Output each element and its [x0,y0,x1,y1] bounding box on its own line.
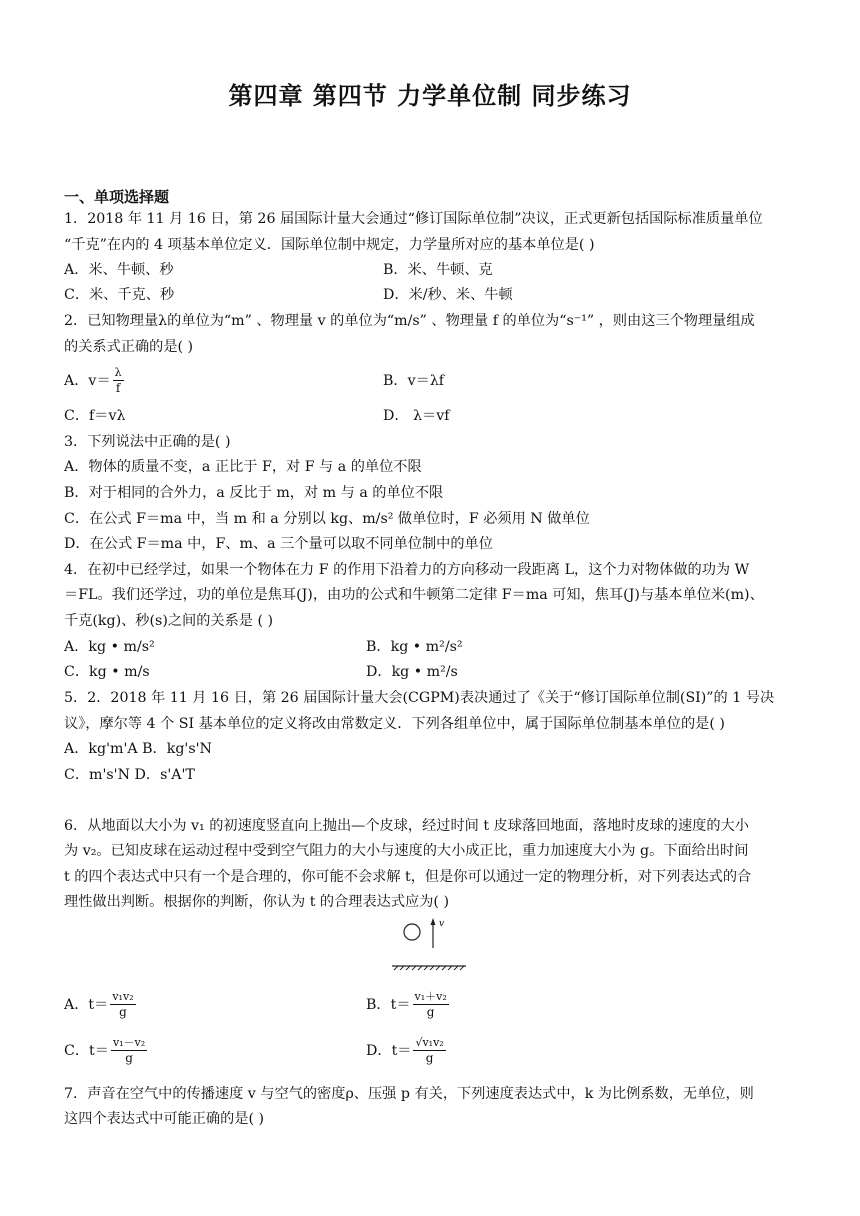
q3-option-a: A．物体的质量不变，a 正比于 F，对 F 与 a 的单位不限 [64,459,422,475]
q6-text-line-4: 理性做出判断。根据你的判断，你认为 t 的合理表达式应为( ) [64,894,449,910]
q4-option-a: A．kg • m/s² [64,639,155,655]
q2-option-b: B．v＝λf [383,373,445,389]
q6-text-line-3: t 的四个表达式中只有一个是合理的，你可能不会求解 t，但是你可以通过一定的物理分析，对下列表达式的合 [64,869,752,885]
q6-option-a [64,990,138,1020]
q6-option-b-denominator: g [426,1005,435,1019]
q1-option-d: D．米/秒、米、牛顿 [383,287,513,303]
ball-circle [404,924,420,940]
q6-option-b [366,990,451,1020]
q2-option-a [64,366,126,396]
q2-option-a-denominator: f [115,381,121,395]
q4-text-line-3: 千克(kg)、秒(s)之间的关系是 ( ) [64,613,274,629]
velocity-arrow-head [431,918,436,925]
q6-option-b-numerator: v₁＋v₂ [414,990,447,1003]
section-heading: 一、单项选择题 [64,188,170,206]
q2-option-a-numerator: λ [114,366,122,379]
q6-option-b-prefix: B．t＝ [366,997,411,1013]
q2-text-line-1: 2．已知物理量λ的单位为“m” 、物理量 v 的单位为“m/s” 、物理量 f 的单位为“s⁻¹” ，则由这三个物理量组成 [64,313,755,329]
q6-option-d-numerator: √v₁v₂ [415,1036,444,1049]
q6-option-a-prefix: A．t＝ [64,997,109,1013]
q3-text-line-1: 3．下列说法中正确的是( ) [64,434,231,450]
q2-option-d: D． λ＝vf [383,408,450,424]
q7-text-line-2: 这四个表达式中可能正确的是( ) [64,1111,265,1127]
q7-text-line-1: 7．声音在空气中的传播速度 v 与空气的密度ρ、压强 p 有关，下列速度表达式中，k 为比例系数，无单位，则 [64,1086,754,1102]
q2-option-a-fraction [113,366,124,396]
q5-options-ab: A．kg'm'A B．kg's'N [64,741,212,757]
q3-option-d: D．在公式 F＝ma 中，F、m、a 三个量可以取不同单位制中的单位 [64,536,493,552]
q6-option-d-prefix: D．t＝ [366,1043,412,1059]
q6-text-line-2: 为 v₂。已知皮球在运动过程中受到空气阻力的大小与速度的大小成正比，重力加速度大小为 g。下面给出时间 [64,843,749,859]
q5-text-line-1: 5．2．2018 年 11 月 16 日，第 26 届国际计量大会(CGPM)表决通过了《关于“修订国际单位制(SI)”的 1 号决 [64,690,775,706]
q2-option-c: C．f＝vλ [64,408,126,424]
q1-option-c: C．米、千克、秒 [64,287,175,303]
q6-option-c-fraction [111,1036,147,1066]
q6-option-d-denominator: g [425,1051,434,1065]
q4-option-b: B．kg • m²/s² [366,639,463,655]
q6-option-c-prefix: C．t＝ [64,1043,109,1059]
q6-option-a-denominator: g [119,1005,127,1019]
q3-option-b: B．对于相同的合外力，a 反比于 m，对 m 与 a 的单位不限 [64,485,444,501]
q6-option-d [366,1036,448,1066]
q4-option-d: D．kg • m²/s [366,664,458,680]
q6-option-c-denominator: g [125,1051,133,1065]
q6-option-a-fraction [110,990,135,1020]
q2-option-a-prefix: A．v＝ [64,373,111,389]
q4-text-line-2: ＝FL。我们还学过，功的单位是焦耳(J)，由功的公式和牛顿第二定律 F＝ma 可知，焦耳(J)与基本单位米(m)、 [64,587,764,603]
q6-text-line-1: 6．从地面以大小为 v₁ 的初速度竖直向上抛出—个皮球，经过时间 t 皮球落回地面，落地时皮球的速度的大小 [64,818,749,834]
q5-options-cd: C．m's'N D．s'A'T [64,767,195,783]
q2-text-line-2: 的关系式正确的是( ) [64,339,194,355]
velocity-label: v [439,919,445,929]
ball-figure [390,916,470,976]
q4-option-c: C．kg • m/s [64,664,150,680]
q6-option-d-fraction [413,1036,445,1066]
q1-option-b: B．米、牛顿、克 [383,262,493,278]
q6-option-c [64,1036,149,1066]
q1-option-a: A．米、牛顿、秒 [64,262,174,278]
q4-text-line-1: 4．在初中已经学过，如果一个物体在力 F 的作用下沿着力的方向移动一段距离 L，这个力对物体做的功为 W [64,562,750,578]
q5-text-line-2: 议》，摩尔等 4 个 SI 基本单位的定义将改由常数定义．下列各组单位中，属于国际单位制基本单位的是( ) [64,716,725,732]
q6-option-c-numerator: v₁－v₂ [112,1036,146,1049]
q1-text-line-2: “千克”在内的 4 项基本单位定义．国际单位制中规定，力学量所对应的基本单位是( ) [64,237,595,253]
q6-option-b-fraction [413,990,449,1020]
document-title: 第四章 第四节 力学单位制 同步练习 [228,81,632,110]
q3-option-c: C．在公式 F＝ma 中，当 m 和 a 分别以 kg、m/s² 做单位时，F 必须用 N 做单位 [64,511,590,527]
q6-option-a-numerator: v₁v₂ [112,990,134,1003]
q1-text-line-1: 1．2018 年 11 月 16 日，第 26 届国际计量大会通过“修订国际单位制”决议，正式更新包括国际标准质量单位 [64,211,763,227]
